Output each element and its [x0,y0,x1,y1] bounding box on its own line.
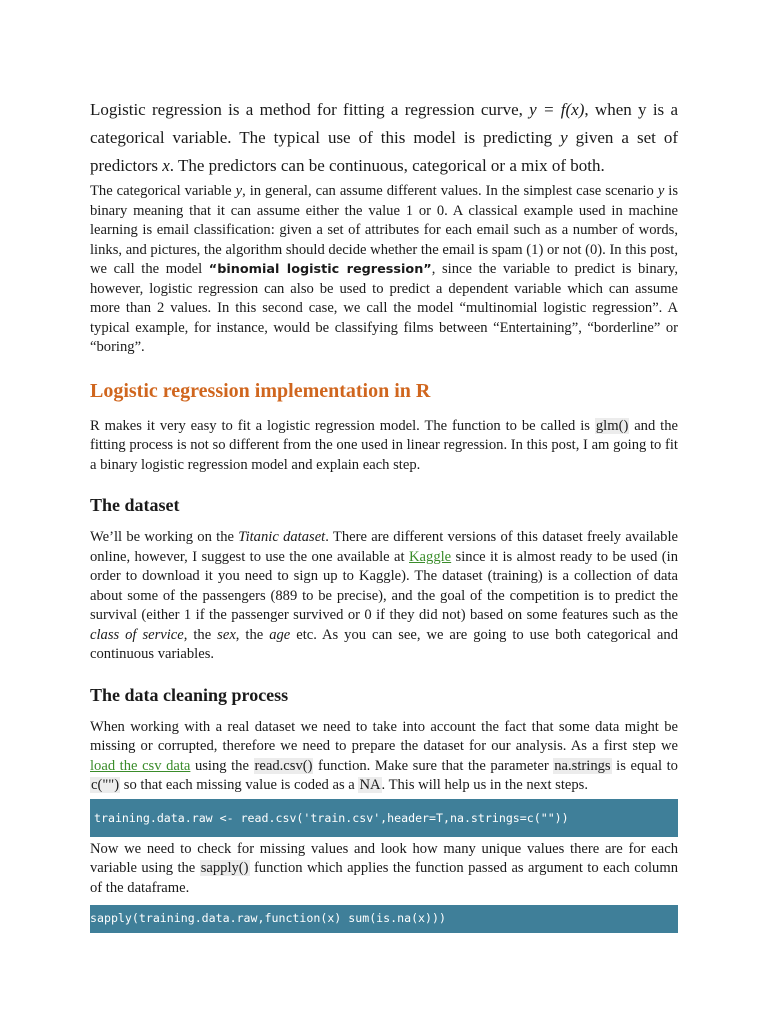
italic-term: age [269,626,291,643]
text: is equal to [611,757,678,774]
text: function. Make sure that the parameter [313,757,554,774]
intro-paragraph [90,96,678,180]
text: , the [235,626,270,643]
inline-code: c("") [91,777,120,793]
inline-code: na.strings [554,757,611,774]
load-csv-link[interactable]: load the csv data [90,757,191,774]
cleaning-paragraph [90,718,678,796]
equation: y = f(x) [529,100,585,119]
variable-x: x [162,156,170,175]
text: using the [190,757,254,774]
missing-values-paragraph [90,840,678,899]
text: Logistic regression is a method for fitting a regression curve, [90,100,530,119]
text: since it is almost ready to be used (in order to download it you need to sign up to Kaggle). The dataset (training) is a collection of data about some of the passengers (889 to be precise), and the goal of the competition is to predict the survival (either 1 if the passenger survived or 0 if they did not) based on some features such as the [90,548,679,623]
text: The categorical variable [90,183,236,199]
text: , in general, can assume different values. In the simplest case scenario [242,183,658,199]
text: . This will help us in the next steps. [381,777,588,793]
text: , the [183,626,218,643]
section-heading-implementation: Logistic regression implementation in R [90,379,431,402]
text: so that each missing value is coded as a [120,777,359,793]
text: R makes it very easy to fit a logistic regression model. The function to be called is [90,417,595,434]
inline-code: NA [359,777,381,793]
code-block-read-csv: training.data.raw <- read.csv('train.csv',header=T,na.strings=c("")) [90,799,678,837]
variable-y: y [235,183,243,199]
text: We’ll be working on the [90,529,239,545]
italic-term: sex [217,626,236,643]
bold-term: “binomial logistic regression” [208,262,432,277]
text: function which applies the function passed as argument to each column of the dataframe. [90,860,678,896]
text: is binary meaning that it can assume either the value 1 or 0. A classical example used in machine learning is email classification: given a set of attributes for each email such as a number of words, links, and pictures, the algorithm should decide whether the email is spam (1) or not (0). In this post, we call the model [90,183,679,277]
document-page [90,96,678,933]
italic-term: class of service [90,626,184,643]
text: Now we need to check for missing values and look how many unique values there are for each variable using the [90,840,678,876]
inline-code: glm() [595,417,629,434]
inline-code: read.csv() [254,757,313,774]
text: , when y is a categorical variable. The typical use of this model is predicting [90,100,678,147]
text: When working with a real dataset we need to take into account the fact that some data might be missing or corrupted, therefore we need to prepare the dataset for our analysis. As a first step we [90,718,678,754]
code-block-sapply: sapply(training.data.raw,function(x) sum(is.na(x))) [90,905,678,933]
variable-y: y [657,183,665,199]
italic-term: Titanic dataset [238,529,326,545]
implementation-paragraph [90,417,678,476]
text: . There are different versions of this dataset freely available online, however, I suggest to use the one available at [90,529,678,565]
kaggle-link[interactable]: Kaggle [409,548,452,565]
text: etc. As you can see, we are going to use both categorical and continuous variables. [90,626,679,662]
categorical-paragraph [90,182,678,358]
text: , since the variable to predict is binary, however, logistic regression can also be used to predict a dependent variable which can assume more than 2 values. In this second case, we call the model “multinomial logistic regression”. A typical example, for instance, would be classifying films between “Entertaining”, “borderline” or “boring”. [90,261,678,355]
variable-y: y [560,128,568,147]
text: given a set of predictors [90,128,679,175]
text: and the fitting process is not so different from the one used in linear regression. In this post, I am going to fit a binary logistic regression model and explain each step. [90,417,679,473]
section-heading-cleaning: The data cleaning process [90,684,289,705]
section-heading-dataset: The dataset [90,495,180,515]
inline-code: sapply() [200,860,249,876]
text: . The predictors can be continuous, categorical or a mix of both. [169,156,605,175]
dataset-paragraph [90,528,678,665]
